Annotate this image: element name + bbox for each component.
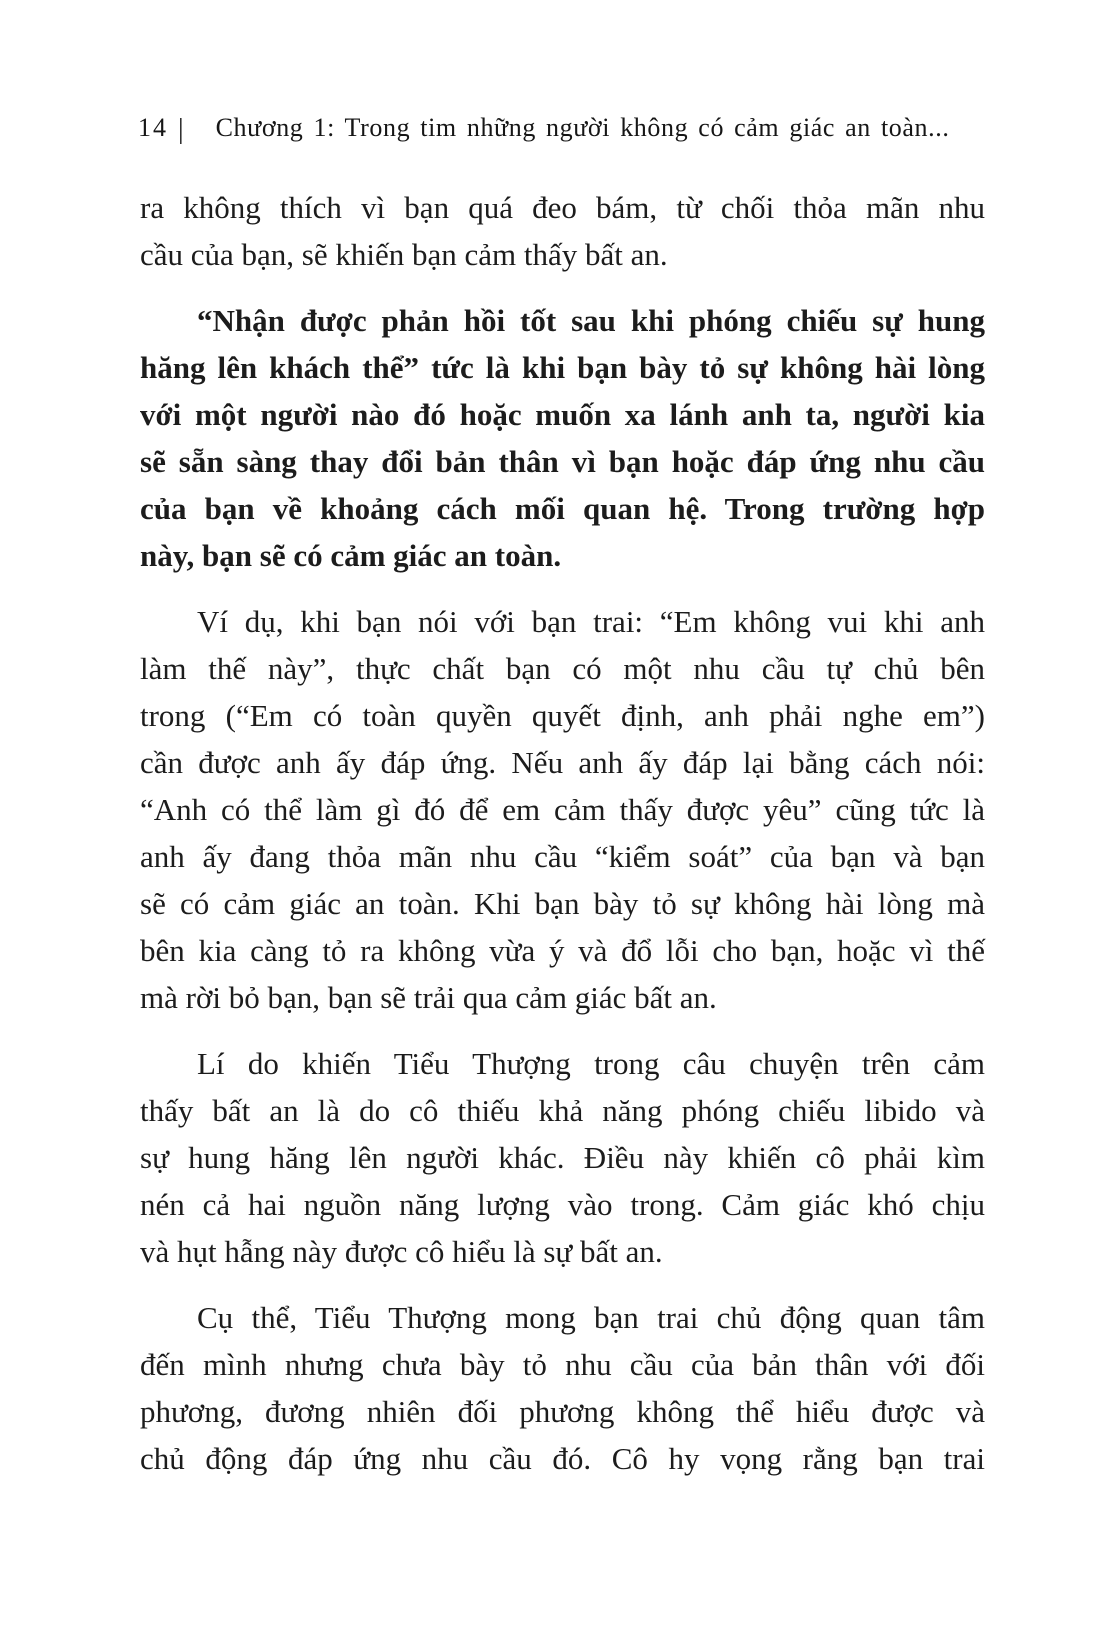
body-line: nén cả hai nguồn năng lượng vào trong. Cảm giác khó chịu [140, 1187, 985, 1222]
body-line: cầu của bạn, sẽ khiến bạn cảm thấy bất an. [140, 237, 668, 272]
body-line: “Nhận được phản hồi tốt sau khi phóng chiếu sự hung [197, 303, 985, 338]
running-title: Chương 1: Trong tim những người không có cảm giác an toàn... [215, 113, 950, 142]
body-line: ra không thích vì bạn quá đeo bám, từ chối thỏa mãn nhu [140, 190, 985, 225]
body-line: trong (“Em có toàn quyền quyết định, anh phải nghe em”) [140, 698, 985, 733]
body-line: chủ động đáp ứng nhu cầu đó. Cô hy vọng rằng bạn trai [140, 1441, 985, 1476]
body-line: bên kia càng tỏ ra không vừa ý và đổ lỗi cho bạn, hoặc vì thế [140, 933, 985, 968]
paragraph-1 [140, 184, 985, 278]
body-line: sẽ sẵn sàng thay đổi bản thân vì bạn hoặc đáp ứng nhu cầu [140, 444, 985, 479]
body-line: Ví dụ, khi bạn nói với bạn trai: “Em không vui khi anh [197, 604, 985, 639]
page-body [140, 184, 985, 1482]
body-line: Cụ thể, Tiểu Thượng mong bạn trai chủ động quan tâm [197, 1300, 985, 1335]
page-header [138, 110, 988, 148]
body-line: mà rời bỏ bạn, bạn sẽ trải qua cảm giác bất an. [140, 980, 717, 1015]
page-number: 14 [138, 113, 168, 142]
body-line: hăng lên khách thể” tức là khi bạn bày tỏ sự không hài lòng [140, 350, 985, 385]
paragraph-5 [140, 1294, 985, 1482]
body-line: của bạn về khoảng cách mối quan hệ. Trong trường hợp [140, 491, 985, 526]
body-line: với một người nào đó hoặc muốn xa lánh anh ta, người kia [140, 397, 985, 432]
body-line: cần được anh ấy đáp ứng. Nếu anh ấy đáp lại bằng cách nói: [140, 745, 985, 780]
body-line: sẽ có cảm giác an toàn. Khi bạn bày tỏ sự không hài lòng mà [140, 886, 985, 921]
paragraph-2-emphasized [140, 297, 985, 579]
paragraph-4 [140, 1040, 985, 1275]
paragraph-3 [140, 598, 985, 1021]
body-line: làm thế này”, thực chất bạn có một nhu cầu tự chủ bên [140, 651, 985, 686]
body-line: này, bạn sẽ có cảm giác an toàn. [140, 538, 562, 573]
body-line: sự hung hăng lên người khác. Điều này khiến cô phải kìm [140, 1140, 985, 1175]
body-line: anh ấy đang thỏa mãn nhu cầu “kiểm soát” của bạn và bạn [140, 839, 985, 874]
body-line: Lí do khiến Tiểu Thượng trong câu chuyện trên cảm [197, 1046, 985, 1081]
body-line: và hụt hẫng này được cô hiểu là sự bất an. [140, 1234, 663, 1269]
body-line: đến mình nhưng chưa bày tỏ nhu cầu của bản thân với đối [140, 1347, 985, 1382]
header-divider: | [178, 114, 184, 145]
body-line: phương, đương nhiên đối phương không thể hiểu được và [140, 1394, 985, 1429]
body-line: thấy bất an là do cô thiếu khả năng phóng chiếu libido và [140, 1093, 985, 1128]
body-line: “Anh có thể làm gì đó để em cảm thấy được yêu” cũng tức là [140, 792, 985, 827]
